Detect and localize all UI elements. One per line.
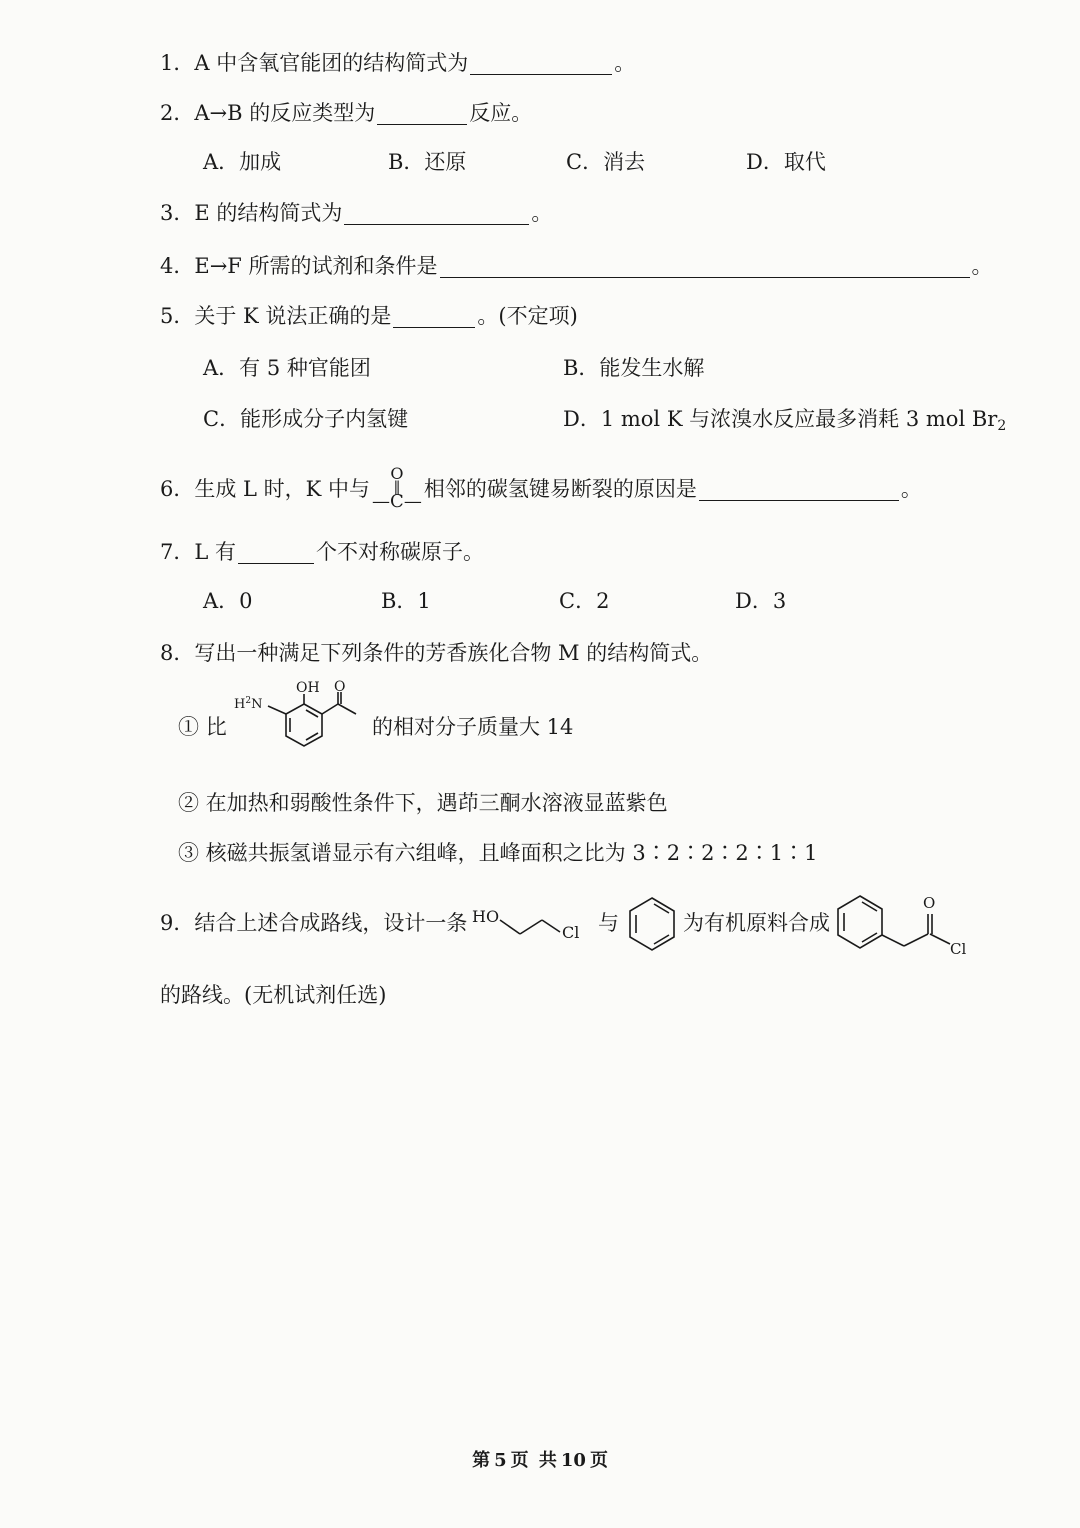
option-b: B．1 — [381, 589, 431, 613]
question-6 — [160, 464, 922, 514]
answer-blank[interactable] — [699, 478, 899, 501]
condition-3: ③ 核磁共振氢谱显示有六组峰，且峰面积之比为 3∶2∶2∶2∶1∶1 — [178, 841, 818, 865]
option-c: C．2 — [559, 589, 610, 613]
option-d: D．取代 — [746, 150, 826, 174]
question-8 — [160, 638, 712, 668]
answer-blank[interactable] — [393, 305, 475, 328]
question-number: 2． — [160, 101, 195, 125]
svg-text:OH: OH — [296, 680, 320, 696]
question-number: 4． — [160, 254, 195, 278]
question-number: 1． — [160, 51, 195, 75]
chloroethanol-structure — [470, 900, 590, 946]
question-number: 7． — [160, 540, 195, 564]
question-number: 6． — [160, 477, 195, 501]
question-4 — [160, 251, 993, 281]
question-text: E 的结构简式为 — [194, 201, 343, 225]
condition-1: ① 比 — [178, 715, 227, 739]
question-number: 5． — [160, 304, 195, 328]
question-number: 8． — [160, 641, 195, 665]
condition-2: ② 在加热和弱酸性条件下，遇茚三酮水溶液显蓝紫色 — [178, 791, 668, 815]
question-5 — [160, 301, 578, 331]
total-pages: 10 — [560, 1450, 586, 1471]
benzene-structure — [620, 892, 684, 956]
question-end: 。 — [531, 201, 553, 225]
answer-blank[interactable] — [440, 255, 970, 278]
page-number: 5 — [494, 1450, 507, 1471]
page-footer: 第 5 页 共 10 页 — [472, 1450, 608, 1471]
aminohydroxyacetophenone-structure — [232, 680, 372, 760]
option-c: C．消去 — [566, 150, 646, 174]
question-text: 关于 K 说法正确的是 — [194, 304, 392, 328]
option-b: B．还原 — [388, 150, 467, 174]
answer-blank[interactable] — [238, 541, 314, 564]
question-text: 生成 L 时，K 中与 — [194, 477, 371, 501]
svg-text:H2N: $H^2N$ — [234, 696, 263, 712]
option-a: A．0 — [203, 589, 253, 613]
condition-1-tail: 的相对分子质量大 14 — [372, 715, 574, 739]
question-9-tail: 的路线。(无机试剂任选) — [160, 983, 387, 1007]
option-d: D．3 — [735, 589, 787, 613]
question-9: 9．结合上述合成路线，设计一条 — [160, 911, 468, 935]
svg-text:HO: HO — [472, 907, 500, 926]
question-text-tail: 相邻的碳氢键易断裂的原因是 — [423, 477, 697, 501]
question-1 — [160, 48, 635, 78]
question-9-and: 与 — [598, 911, 619, 935]
answer-blank[interactable] — [344, 202, 529, 225]
question-text-tail: 。(不定项) — [477, 304, 578, 328]
answer-blank[interactable] — [470, 52, 612, 75]
question-end: 。 — [614, 51, 636, 75]
question-9-text: 为有机原料合成 — [683, 911, 830, 935]
question-text-tail: 反应。 — [469, 101, 533, 125]
question-text: A→B 的反应类型为 — [194, 101, 376, 125]
answer-blank[interactable] — [377, 102, 467, 125]
question-7 — [160, 537, 484, 567]
question-text-tail: 个不对称碳原子。 — [316, 540, 484, 564]
question-end: 。 — [971, 254, 993, 278]
option-d: D．1 mol K 与浓溴水反应最多消耗 3 mol $Br_2$ — [563, 407, 1007, 434]
question-text: A 中含氧官能团的结构简式为 — [194, 51, 469, 75]
question-end: 。 — [900, 477, 922, 501]
phenylacetyl-chloride-structure — [830, 886, 980, 958]
svg-text:O: O — [334, 680, 346, 695]
option-c: C．能形成分子内氢键 — [203, 407, 409, 431]
svg-text:O: O — [923, 894, 936, 912]
svg-text:Cl: Cl — [562, 923, 580, 942]
svg-text:Cl: Cl — [950, 940, 967, 958]
question-text: 写出一种满足下列条件的芳香族化合物 M 的结构简式。 — [194, 641, 713, 665]
option-b: B．能发生水解 — [563, 356, 705, 380]
option-a: A．加成 — [203, 150, 282, 174]
question-number: 3． — [160, 201, 195, 225]
question-3 — [160, 198, 552, 228]
option-a: A．有 5 种官能团 — [203, 356, 371, 380]
question-text: L 有 — [194, 540, 236, 564]
carbonyl-group: O ‖ —C— — [372, 464, 422, 512]
question-text: E→F 所需的试剂和条件是 — [194, 254, 438, 278]
question-2 — [160, 98, 532, 128]
